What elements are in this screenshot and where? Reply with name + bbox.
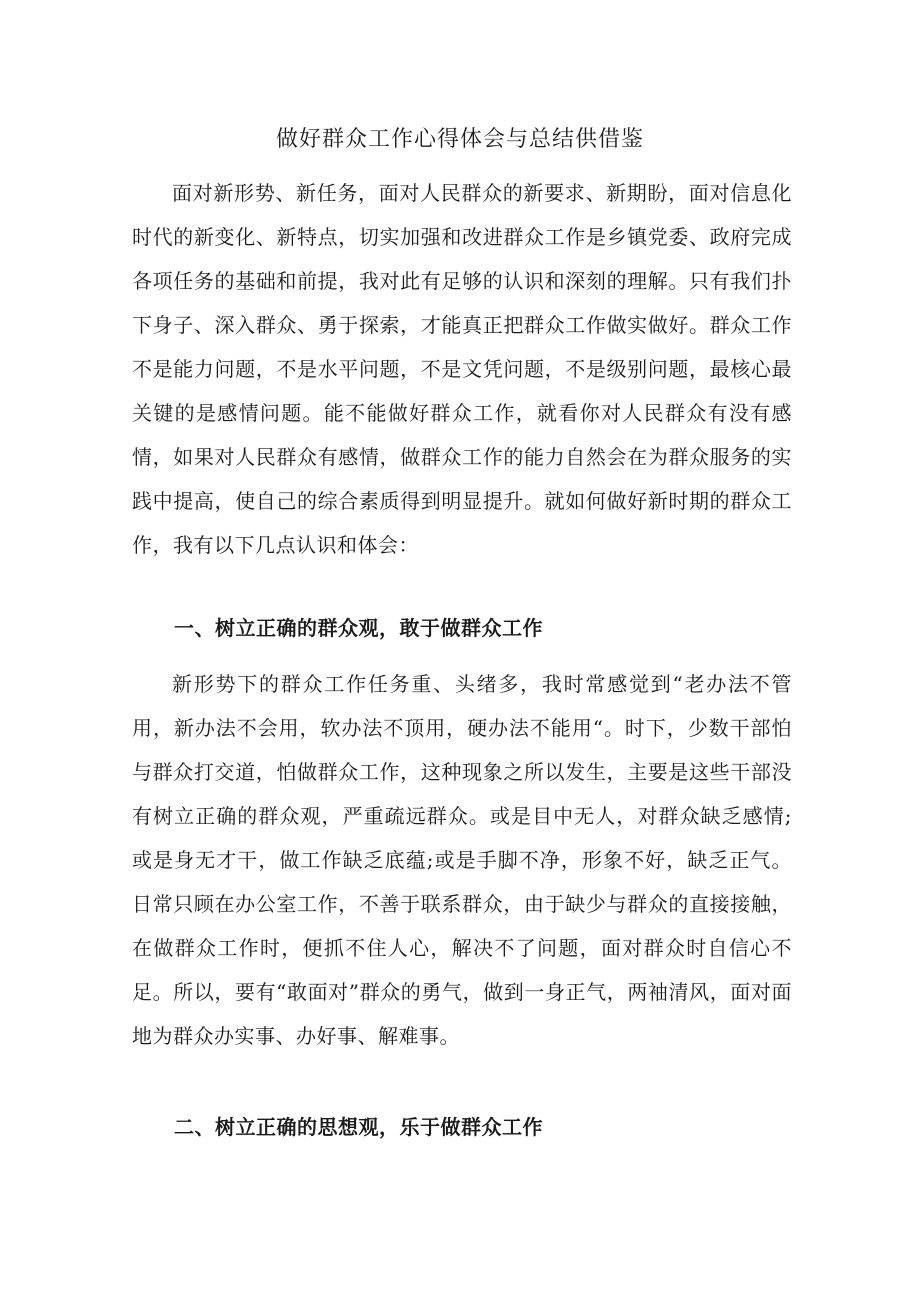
intro-paragraph: 面对新形势、新任务，面对人民群众的新要求、新期盼，面对信息化时代的新变化、新特点，切实加强和改进群众工作是乡镇党委、政府完成各项任务的基础和前提，我对此有足够的认识和深刻的理解。只有我们扑下身子、深入群众、勇于探索，才能真正把群众工作做实做好。群众工作不是能力问题，不是水平问题，不是文凭问题，不是级别问题，最核心最关键的是感情问题。能不能做好群众工作，就看你对人民群众有没有感情，如果对人民群众有感情，做群众工作的能力自然会在为群众服务的实践中提高，使自己的综合素质得到明显提升。就如何做好新时期的群众工作，我有以下几点认识和体会： <box>132 181 792 557</box>
section-1-paragraph: 新形势下的群众工作任务重、头绪多，我时常感觉到“老办法不管用，新办法不会用，软办法不顶用，硬办法不能用“。时下，少数干部怕与群众打交道，怕做群众工作，这种现象之所以发生，主要是这些干部没有树立正确的群众观，严重疏远群众。或是目中无人，对群众缺乏感情;或是身无才干，做工作缺乏底蕴;或是手脚不净，形象不好，缺乏正气。日常只顾在办公室工作，不善于联系群众，由于缺少与群众的直接接触，在做群众工作时，便抓不住人心，解决不了问题，面对群众时自信心不足。所以，要有“敢面对”群众的勇气，做到一身正气，两袖清风，面对面地为群众办实事、办好事、解难事。 <box>132 672 792 1048</box>
section-heading-1: 一、树立正确的群众观，敢于做群众工作 <box>174 616 543 640</box>
section-heading-2: 二、树立正确的思想观，乐于做群众工作 <box>174 1115 543 1139</box>
document-title: 做好群众工作心得体会与总结供借鉴 <box>275 127 644 152</box>
